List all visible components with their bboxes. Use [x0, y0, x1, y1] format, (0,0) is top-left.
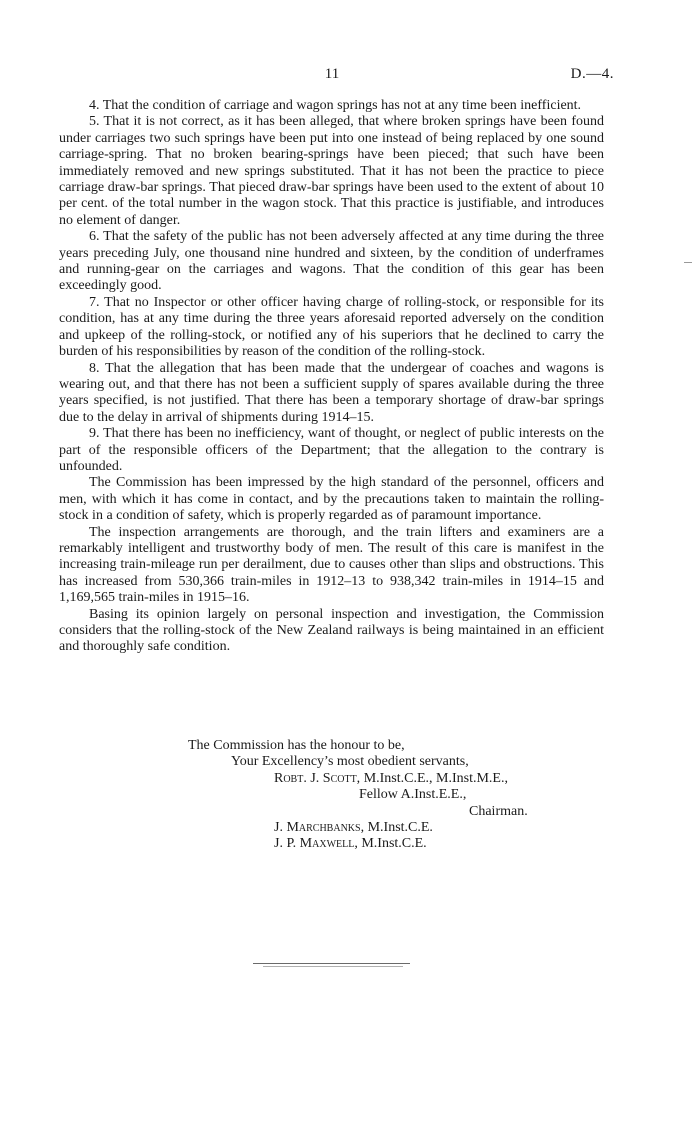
signatory-qualifications: M.Inst.C.E.: [367, 820, 433, 836]
closing-obedient: Your Excellency’s most obedient servants,: [231, 754, 469, 770]
finding-8: 8. That the allegation that has been made that the undergear of coaches and wagons is wearing out, and that there has not been a sufficient supply of spares available during the three years specified, is not justified. That there has been a temporary shortage of draw-bar springs due to the delay in arrival of shipments during 1914–15.: [59, 360, 604, 425]
closing-honour: The Commission has the honour to be,: [188, 738, 405, 753]
signatory-qualifications: M.Inst.C.E., M.Inst.M.E.,: [363, 770, 508, 786]
finding-6: 6. That the safety of the public has not been adversely affected at any time during the three years preceding July, one thousand nine hundred and sixteen, by the condition of underframes and running-gear on the carriages and wagons. That the condition of this gear has been exceedingly good.: [59, 229, 604, 294]
signature-maxwell: [59, 836, 604, 852]
document-reference: D.—4.: [570, 66, 614, 82]
signoff-block: [59, 738, 604, 853]
signature-marchbanks: [59, 820, 604, 836]
personnel-paragraph: The Commission has been impressed by the high standard of the personnel, officers and men, with which it has come in contact, and by the precautions taken to maintain the rolling-stock in a condition of safety, which is properly regarded as of paramount importance.: [59, 475, 604, 524]
finding-7: 7. That no Inspector or other officer having charge of rolling-stock, or responsible for its condition, has at any time during the three years aforesaid reported adversely on the condition and upkeep of the rolling-stock, or notified any of his superiors that he declined to carry the burden of his responsibilities by reason of the condition of the rolling-stock.: [59, 294, 604, 360]
signatory-role: Chairman.: [469, 803, 528, 819]
signatory-name: Robt. J. Scott,: [274, 770, 361, 786]
finding-5: 5. That it is not correct, as it has been alleged, that where broken springs have been found under carriages two such springs have been put into one instead of being replaced by one sound carriage-spring. That no broken bearing-springs have been pieced; that such have been immediately removed and new springs substituted. That it has not been the practice to piece carriage draw-bar springs. That pieced draw-bar springs have been used to the extent of about 10 per cent. of the total number in the wagon stock. That this practice is justifiable, and introduces no element of danger.: [59, 114, 604, 228]
signatory-fellowship: Fellow A.Inst.E.E.,: [359, 787, 467, 803]
page-header: [258, 66, 614, 88]
inspection-paragraph: The inspection arrangements are thorough, and the train lifters and examiners are a remarkably intelligent and trustworthy body of men. The result of this care is manifest in the increasing train-mileage run per derailment, due to causes other than slips and obstructions. This has increased from 530,366 train-miles in 1912–13 to 938,342 train-miles in 1914–15 and 1,169,565 train-miles in 1915–16.: [59, 524, 604, 606]
margin-mark: [684, 262, 692, 263]
signatory-qualifications: M.Inst.C.E.: [361, 836, 427, 852]
report-body: [59, 98, 604, 656]
signatory-name: J. Marchbanks,: [274, 820, 365, 836]
end-rule: [253, 963, 410, 964]
finding-4: 4. That the condition of carriage and wagon springs has not at any time been inefficient.: [89, 98, 582, 113]
finding-9: 9. That there has been no inefficiency, want of thought, or neglect of public interests on the part of the responsible officers of the Department; that the allegation to the contrary is unfounded.: [59, 426, 604, 474]
page-number: 11: [324, 66, 340, 82]
conclusion-paragraph: Basing its opinion largely on personal inspection and investigation, the Commission considers that the rolling-stock of the New Zealand railways is being maintained in an efficient and thoroughly safe condition.: [59, 606, 604, 655]
signature-scott: [59, 771, 604, 787]
end-rule-shadow: [263, 966, 403, 967]
signatory-name: J. P. Maxwell,: [274, 836, 358, 852]
